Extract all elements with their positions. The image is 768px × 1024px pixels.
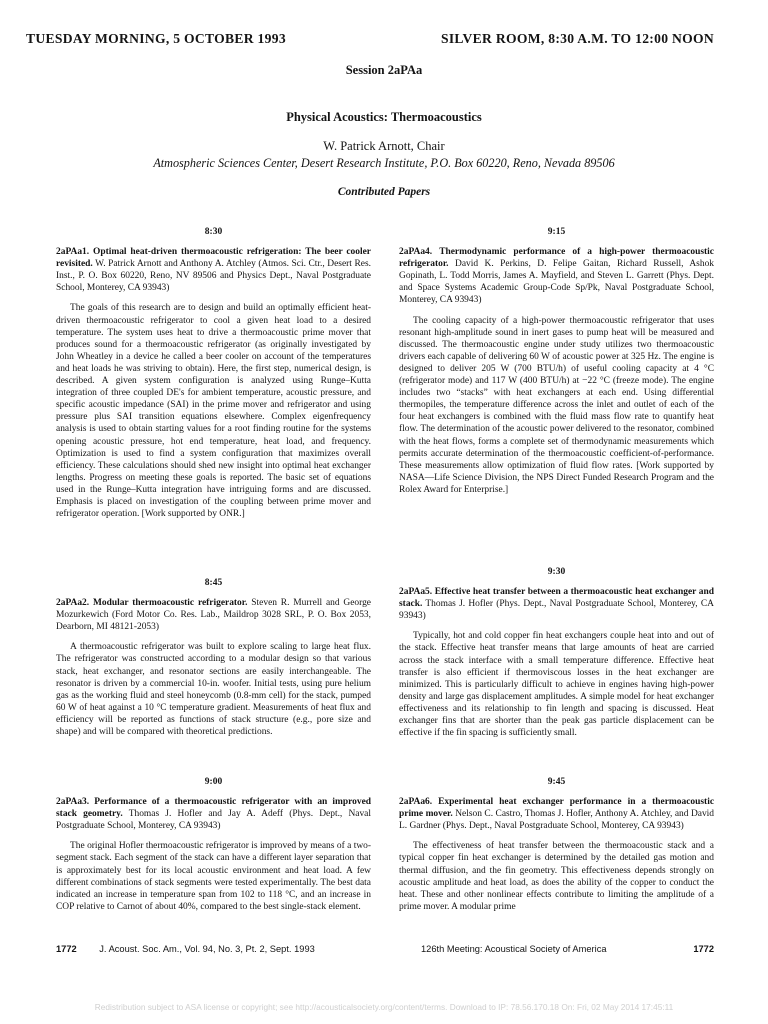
- abstract-id: 2aPAa5.: [399, 587, 433, 598]
- abstract-title: Experimental heat exchanger performance in a thermoacoustic prime mover.: [399, 797, 715, 820]
- abstract-2aPAa4: [399, 226, 714, 496]
- abstract-id: 2aPAa3.: [56, 797, 90, 808]
- session-label: Session 2aPAa: [345, 63, 423, 77]
- header-date: TUESDAY MORNING, 5 OCTOBER 1993: [26, 31, 286, 46]
- abstract-authors: Thomas J. Hofler and Jay A. Adeff (Phys. Dept., Naval Postgraduate School, Monterey, CA 93943): [56, 809, 371, 832]
- abstract-authors: Thomas J. Hofler (Phys. Dept., Naval Postgraduate School, Monterey, CA 93943): [399, 599, 714, 622]
- abstract-heading: [399, 796, 714, 832]
- abstract-id: 2aPAa4.: [399, 247, 433, 258]
- abstract-time: 8:30: [204, 227, 223, 237]
- abstract-time: 8:45: [204, 578, 223, 588]
- abstract-authors: David K. Perkins, D. Felipe Gaitan, Richard Russell, Ashok Gopinath, L. Todd Morris, James A. Mayfield, and Steven L. Garrett (Phys. Dept. and Space Systems Academic Group-Code Sp/Pk, Naval Postgraduate School, Monterey, CA 93943): [399, 259, 715, 306]
- abstract-title: Thermodynamic performance of a high-power thermoacoustic refrigerator.: [399, 247, 714, 270]
- page-number-right: 1772: [693, 944, 714, 954]
- abstract-2aPAa3: [56, 776, 371, 913]
- abstract-title: Performance of a thermoacoustic refrigerator with an improved stack geometry.: [56, 797, 372, 820]
- session-title: Physical Acoustics: Thermoacoustics: [286, 110, 482, 124]
- abstract-body: A thermoacoustic refrigerator was built to explore scaling to large heat flux. The refrigerator was constructed according to a modular design so that various stack, heat exchanger, and resonator sections are easily interchangeable. The resonator is driven by a commercial 10-in. woofer. Initial tests, using pure helium gas as the working fluid and steel honeycomb (0.8-mm cell) for the stack, pumped 60 W of heat against a 10 °C temperature gradient. Measurements of heat flux and efficiency will be reported as functions of stack structure (e.g., pore size and shape) and will be compared with theoretical predictions.: [56, 642, 371, 738]
- header-room: SILVER ROOM, 8:30 A.M. TO 12:00 NOON: [440, 31, 714, 46]
- abstract-2aPAa1: [56, 226, 371, 520]
- abstract-title: Effective heat transfer between a thermoacoustic heat exchanger and stack.: [399, 587, 714, 610]
- abstract-body: The cooling capacity of a high-power thermoacoustic refrigerator that uses resonant high-amplitude sound in inert gases to pump heat will be measured and discussed. The thermoacoustic engine under study utilizes two thermoacoustic drivers each capable of delivering 60 W of acoustic power at 325 Hz. The engine is designed to deliver 205 W (700 BTU/h) of useful cooling capacity at 4 °C (refrigerator mode) and 117 W (400 BTU/h) at −22 °C (freeze mode). The engine includes two “stacks” with heat exchangers at each end. Using differential thermopiles, the temperature difference across the inlet and outlet of each of the four heat exchangers is combined with the fluid mass flow rate to quantify heat flow. The determination of the acoustic power delivered to the resonator, combined with the heat flows, forms a complete set of thermodynamic measurements which permits accurate determination of the thermoacoustic coefficient-of-performance. These measurements allow optimization of fluid flow rates. [Work supported by NASA—Life Science Division, the NPS Direct Funded Research Program and the Rolex Award for Enterprise.]: [399, 315, 714, 495]
- meeting-citation: 126th Meeting: Acoustical Society of America: [421, 944, 607, 954]
- abstract-authors: W. Patrick Arnott and Anthony A. Atchley (Atmos. Sci. Ctr., Desert Res. Inst., P. O. Box 60220, Reno, NV 89506 and Physics Dept., Naval Postgraduate School, Monterey, CA 93943): [56, 259, 371, 294]
- contributed-papers-heading: Contributed Papers: [337, 186, 431, 198]
- journal-citation: J. Acoust. Soc. Am., Vol. 94, No. 3, Pt. 2, Sept. 1993: [99, 944, 315, 954]
- footer-left: [56, 944, 315, 954]
- abstract-id: 2aPAa1.: [56, 247, 90, 258]
- abstract-time: 9:45: [547, 777, 566, 787]
- abstract-id: 2aPAa2.: [56, 598, 90, 609]
- abstract-authors: Steven R. Murrell and George Mozurkewich (Ford Motor Co. Res. Lab., Maildrop 3028 SRL, P. O. Box 2053, Dearborn, MI 48121-2053): [56, 598, 371, 633]
- abstract-body: The goals of this research are to design and build an optimally efficient heat-driven thermoacoustic refrigerator to cool a given heat load to a desired temperature. The system uses heat to drive a thermoacoustic prime mover that produces sound for a thermoacoustic refrigerator (as originally investigated by John Wheatley in a device he called a beer cooler on account of the temperatures and heat loads he was striving to obtain). Here, the first step, numerical design, is described. A given system configuration is analyzed using Runge–Kutta integration of three coupled DE's for ambient temperature, acoustic pressure, and specific acoustic impedance (SAI) in the prime mover and refrigerator and using pressure plus SAI transition equations elsewhere. Complex eigenfrequency analysis is used to obtain starting values for a root finding routine for the systems opening acoustic pressure, hot end temperature, heat load, and frequency. Optimization is used to find a system configuration that maximizes overall efficiency. These calculations should shed new insight into optimal heat exchanger lengths. Progress on meeting these goals is reported. The basic set of equations used in the Runge–Kutta integration have intriguing forms and are discussed. Emphasis is placed on investigation of the coupling between prime mover and refrigerator operation. [Work supported by ONR.]: [56, 303, 371, 520]
- abstract-heading: [56, 796, 371, 832]
- abstract-authors: Nelson C. Castro, Thomas J. Hofler, Anthony A. Atchley, and David L. Gardner (Phys. Dept., Naval Postgraduate School, Monterey, CA 93943): [399, 809, 715, 832]
- abstract-id: 2aPAa6.: [399, 797, 433, 808]
- abstract-body: The effectiveness of heat transfer between the thermoacoustic stack and a typical copper fin heat exchanger is determined by the detailed gas motion and thermal diffusion, and the fin geometry. This effectiveness depends strongly on acoustic amplitude and heat load, as does the ability of the copper to conduct the heat. These and other nonlinear effects contribute to limiting the amplitude of a prime mover. A modular prime: [399, 841, 714, 912]
- abstract-heading: [56, 246, 371, 294]
- abstract-body: The original Hofler thermoacoustic refrigerator is improved by means of a two-segment stack. Each segment of the stack can have a different layer separation that is approximately best for its local acoustic environment and heat load. A few different combinations of stack segments were tested experimentally. The best data indicated an increase in temperature span from 102 to 118 °C, and an increase in COP relative to Carnot of about 40%, compared to the best single-stack element.: [56, 841, 371, 912]
- abstract-heading: [56, 597, 371, 633]
- abstract-heading: [399, 586, 714, 622]
- page-number-left: 1772: [56, 944, 77, 954]
- abstract-2aPAa5: [399, 566, 714, 739]
- chair-affiliation: Atmospheric Sciences Center, Desert Research Institute, P.O. Box 60220, Reno, Nevada 89506: [153, 156, 615, 170]
- running-header: [26, 31, 714, 47]
- abstract-time: 9:30: [547, 567, 566, 577]
- abstract-2aPAa6: [399, 776, 714, 913]
- abstract-title: Modular thermoacoustic refrigerator.: [92, 598, 248, 609]
- abstract-title: Optimal heat-driven thermoacoustic refrigeration: The beer cooler revisited.: [56, 247, 371, 270]
- footer-right: [399, 944, 714, 954]
- abstract-time: 9:00: [204, 777, 223, 787]
- abstract-heading: [399, 246, 714, 306]
- session-chair: W. Patrick Arnott, Chair: [323, 139, 445, 153]
- abstract-time: 9:15: [547, 227, 566, 237]
- abstract-body: Typically, hot and cold copper fin heat exchangers couple heat into and out of the stack. Effective heat transfer means that large amounts of heat are carried across the stack interface with a small temperature difference. Effective heat transfer is also efficient if thermoviscous losses in the heat exchanger are minimized. This is particularly difficult to achieve in engines having high-power density and large gas displacement amplitudes. A simple model for heat exchanger effectiveness and its relationship to fin length and spacing is discussed. Heat exchanger fins that are shorter than the peak gas particle displacement can be effective if the fin spacing is sufficiently small.: [399, 631, 714, 739]
- redistribution-notice: Redistribution subject to ASA license or copyright; see http://acousticalsociety.org/content/terms. Download to IP: 78.56.170.18 On: Fri, 02 May 2014 17:45:11: [94, 1002, 674, 1012]
- abstract-2aPAa2: [56, 577, 371, 738]
